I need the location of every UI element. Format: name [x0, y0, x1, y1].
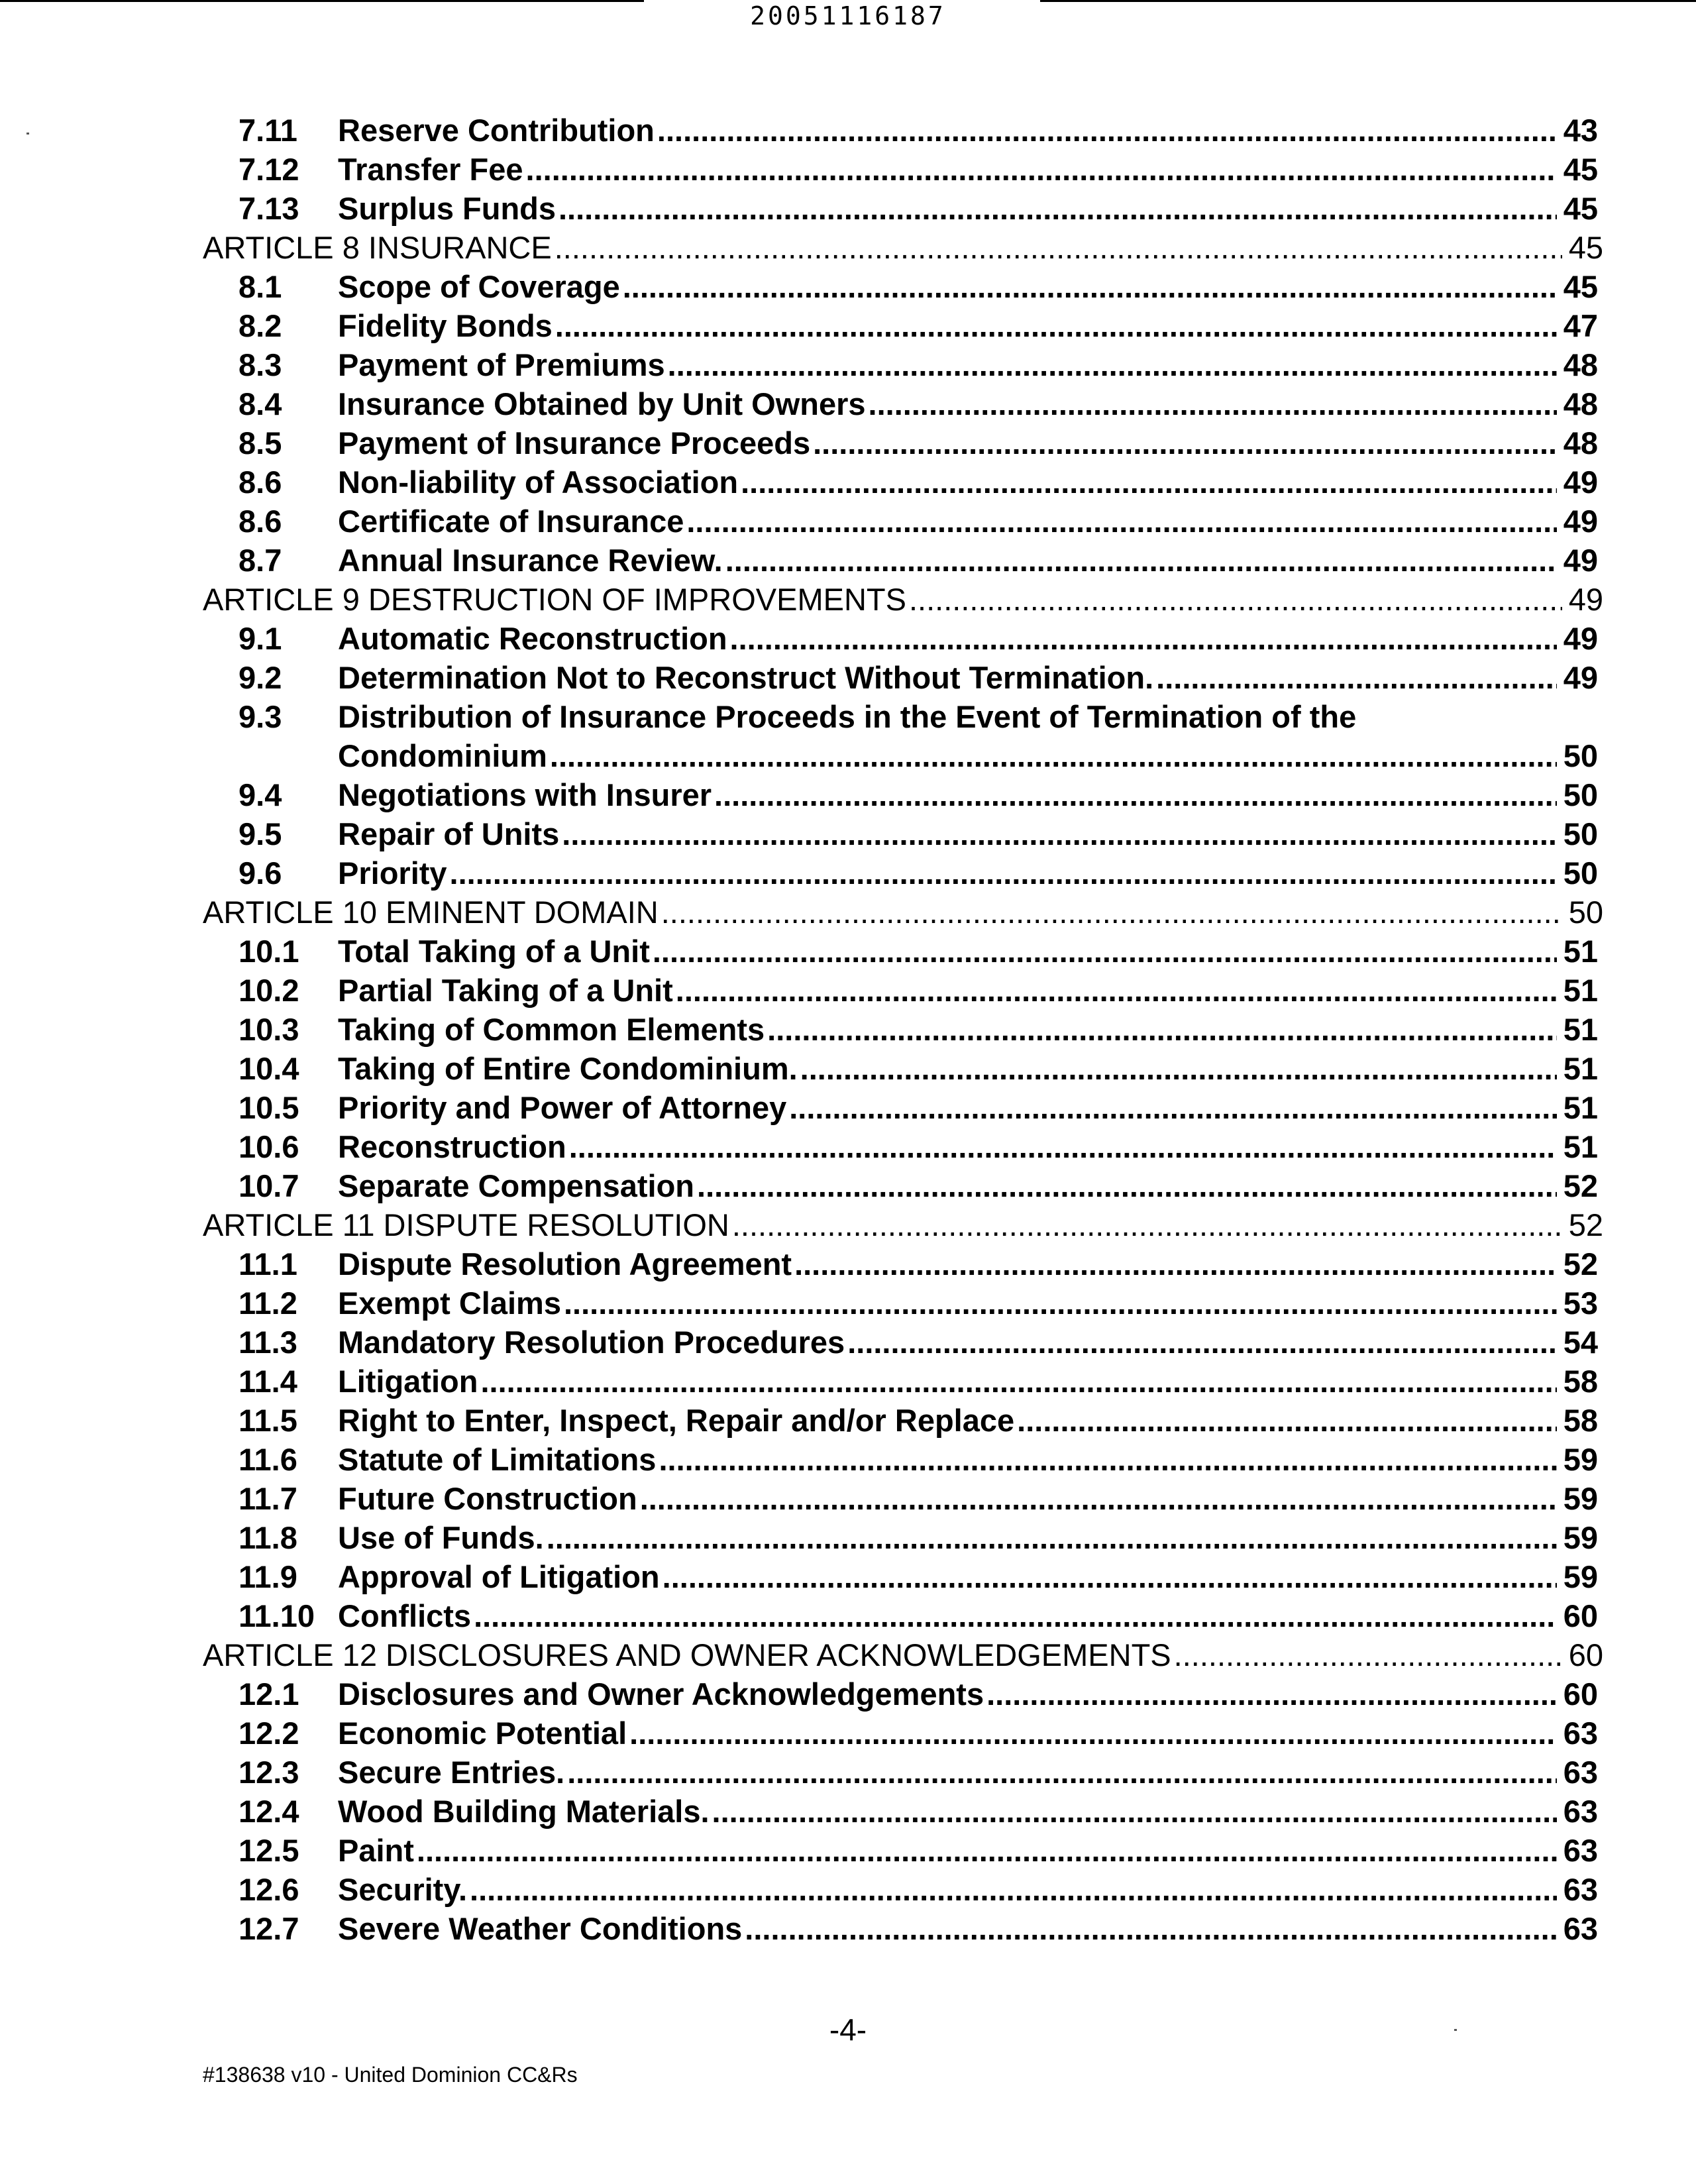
toc-title: Repair of Units [338, 816, 560, 851]
toc-section-row [0, 1870, 1696, 1909]
toc-entry-line [338, 971, 1598, 1010]
toc-section-number: 11.5 [238, 1403, 297, 1438]
toc-entry-line [338, 1596, 1598, 1635]
toc-title: Severe Weather Conditions [338, 1911, 743, 1946]
toc-title: Priority and Power of Attorney [338, 1090, 787, 1125]
toc-section-number: 10.1 [238, 934, 299, 969]
toc-section-number: 11.3 [238, 1325, 297, 1360]
toc-page-number: 53 [1563, 1285, 1598, 1321]
toc-page-number: 59 [1563, 1481, 1598, 1516]
toc-title: Taking of Common Elements [338, 1012, 765, 1047]
toc-entry-line [338, 658, 1598, 697]
toc-section-number: 9.5 [238, 816, 282, 851]
toc-entry-line [338, 619, 1598, 658]
toc-title: Non-liability of Association [338, 464, 739, 500]
toc-section-number: 8.1 [238, 269, 282, 304]
toc-title: Paint [338, 1833, 414, 1868]
dot-leader [526, 150, 1557, 189]
toc-entry-line [338, 384, 1598, 423]
toc-title: Insurance Obtained by Unit Owners [338, 386, 866, 421]
toc-section-row [0, 971, 1696, 1010]
toc-section-number: 12.5 [238, 1833, 299, 1868]
toc-entry-line [338, 1753, 1598, 1792]
toc-page-number: 45 [1563, 269, 1598, 304]
dot-leader [569, 1127, 1557, 1166]
toc-section-row [0, 1479, 1696, 1518]
dot-leader [657, 111, 1557, 150]
toc-article-row [0, 1635, 1696, 1674]
toc-entry-line [338, 189, 1598, 228]
dot-leader [480, 1362, 1557, 1401]
dot-leader [1174, 1635, 1562, 1674]
toc-page-number: 50 [1563, 816, 1598, 851]
toc-title: Fidelity Bonds [338, 308, 553, 343]
toc-page-number: 63 [1563, 1794, 1598, 1829]
toc-section-row [0, 306, 1696, 345]
toc-section-row [0, 1831, 1696, 1870]
toc-section-row [0, 658, 1696, 697]
toc-section-row [0, 814, 1696, 853]
toc-page-number: 51 [1563, 1129, 1598, 1164]
dot-leader [417, 1831, 1557, 1870]
toc-page-number: 59 [1563, 1442, 1598, 1477]
toc-section-number: 11.8 [238, 1520, 297, 1555]
toc-entry-line [338, 150, 1598, 189]
dot-leader [555, 306, 1557, 345]
dot-leader [555, 228, 1562, 267]
toc-page-number: 60 [1568, 1637, 1603, 1672]
toc-title: Negotiations with Insurer [338, 777, 712, 812]
dot-leader [712, 1792, 1557, 1831]
toc-title: Reconstruction [338, 1129, 566, 1164]
toc-title: Determination Not to Reconstruct Without Termination. [338, 660, 1154, 695]
toc-page-number: 45 [1563, 152, 1598, 187]
toc-section-row [0, 345, 1696, 384]
toc-entry-line [203, 1635, 1603, 1674]
dot-leader [1017, 1401, 1557, 1440]
toc-section-number: 12.6 [238, 1872, 299, 1907]
toc-entry-line [338, 502, 1598, 541]
toc-section-number: 12.7 [238, 1911, 299, 1946]
toc-entry-line [338, 1792, 1598, 1831]
toc-section-row [0, 189, 1696, 228]
page-number: -4- [829, 2012, 867, 2047]
toc-entry-line [338, 1049, 1598, 1088]
toc-title: Use of Funds. [338, 1520, 544, 1555]
toc-entry-line [338, 1479, 1598, 1518]
dot-leader [869, 384, 1557, 423]
toc-title: Reserve Contribution [338, 113, 655, 148]
toc-title: Partial Taking of a Unit [338, 973, 673, 1008]
toc-title: ARTICLE 8 INSURANCE [203, 230, 552, 265]
toc-section-row [0, 267, 1696, 306]
toc-title-first-line: Distribution of Insurance Proceeds in the Event of Termination of the [338, 699, 1357, 734]
toc-entry-line [338, 853, 1598, 893]
toc-page-number: 51 [1563, 1051, 1598, 1086]
toc-page-number: 63 [1563, 1911, 1598, 1946]
toc-section-number: 10.3 [238, 1012, 299, 1047]
scan-speck [1454, 2029, 1457, 2031]
toc-entry-line [338, 1557, 1598, 1596]
toc-page-number: 45 [1568, 230, 1603, 265]
toc-section-number: 9.1 [238, 621, 282, 656]
toc-entry-line [338, 1166, 1598, 1205]
toc-title: Payment of Premiums [338, 347, 665, 382]
toc-page-number: 49 [1563, 660, 1598, 695]
toc-page-number: 63 [1563, 1755, 1598, 1790]
toc-entry-line [338, 1401, 1598, 1440]
toc-section-row [0, 463, 1696, 502]
dot-leader [686, 502, 1557, 541]
toc-section-row [0, 1283, 1696, 1323]
toc-section-number: 8.3 [238, 347, 282, 382]
toc-page-number: 49 [1563, 504, 1598, 539]
toc-section-row [0, 1127, 1696, 1166]
toc-section-number: 8.2 [238, 308, 282, 343]
dot-leader [800, 1049, 1557, 1088]
toc-section-row [0, 1244, 1696, 1283]
toc-entry-line [338, 1440, 1598, 1479]
dot-leader [640, 1479, 1557, 1518]
dot-leader [450, 853, 1557, 893]
dot-leader [661, 893, 1562, 932]
toc-entry-line [338, 1244, 1598, 1283]
toc-entry-line [338, 1831, 1598, 1870]
toc-section-number: 9.4 [238, 777, 282, 812]
dot-leader [767, 1010, 1557, 1049]
dot-leader [474, 1596, 1557, 1635]
toc-section-row [0, 1714, 1696, 1753]
toc-page-number: 50 [1563, 738, 1598, 773]
toc-section-row [0, 697, 1696, 775]
toc-entry-line [338, 1362, 1598, 1401]
dot-leader [725, 541, 1557, 580]
toc-page-number: 60 [1563, 1676, 1598, 1712]
toc-page-number: 63 [1563, 1872, 1598, 1907]
toc-section-row [0, 150, 1696, 189]
toc-title: ARTICLE 10 EMINENT DOMAIN [203, 895, 659, 930]
toc-page-number: 50 [1568, 895, 1603, 930]
toc-section-number: 12.2 [238, 1716, 299, 1751]
toc-title: Surplus Funds [338, 191, 556, 226]
toc-title: Certificate of Insurance [338, 504, 684, 539]
toc-title: Taking of Entire Condominium. [338, 1051, 798, 1086]
toc-title: Wood Building Materials. [338, 1794, 710, 1829]
toc-page-number: 50 [1563, 777, 1598, 812]
toc-section-number: 7.11 [238, 113, 297, 148]
toc-entry-line [338, 932, 1598, 971]
toc-section-number: 9.3 [238, 699, 282, 734]
toc-article-row [0, 580, 1696, 619]
toc-page-number: 58 [1563, 1364, 1598, 1399]
toc-title: Conflicts [338, 1598, 472, 1633]
dot-leader [547, 1518, 1557, 1557]
toc-title: Total Taking of a Unit [338, 934, 650, 969]
toc-entry-line [203, 228, 1603, 267]
toc-title: Litigation [338, 1364, 478, 1399]
toc-entry-line [338, 463, 1598, 502]
dot-leader [567, 1753, 1557, 1792]
toc-page-number: 63 [1563, 1716, 1598, 1751]
toc-article-row [0, 1205, 1696, 1244]
toc-entry-line [338, 1674, 1598, 1714]
toc-section-row [0, 1596, 1696, 1635]
toc-title: Scope of Coverage [338, 269, 620, 304]
toc-page-number: 51 [1563, 1090, 1598, 1125]
toc-section-row [0, 423, 1696, 463]
toc-entry-line [203, 1205, 1603, 1244]
dot-leader [741, 463, 1557, 502]
toc-title: Approval of Litigation [338, 1559, 660, 1594]
dot-leader [847, 1323, 1557, 1362]
toc-section-row [0, 619, 1696, 658]
toc-section-number: 10.5 [238, 1090, 299, 1125]
toc-page-number: 52 [1568, 1207, 1603, 1242]
toc-section-number: 8.7 [238, 543, 282, 578]
footer-doc-reference: #138638 v10 - United Dominion CC&Rs [203, 2063, 578, 2087]
toc-section-number: 8.6 [238, 464, 282, 500]
toc-section-row [0, 1401, 1696, 1440]
toc-section-number: 7.13 [238, 191, 299, 226]
toc-entry-line [338, 1870, 1598, 1909]
toc-entry-line [203, 893, 1603, 932]
dot-leader [714, 775, 1557, 814]
toc-section-number: 12.1 [238, 1676, 299, 1712]
dot-leader [745, 1909, 1557, 1948]
toc-section-number: 11.6 [238, 1442, 297, 1477]
toc-section-row [0, 541, 1696, 580]
toc-title: ARTICLE 9 DESTRUCTION OF IMPROVEMENTS [203, 582, 906, 617]
toc-entry-line [338, 267, 1598, 306]
toc-entry-line [203, 580, 1603, 619]
toc-entry-line [338, 1714, 1598, 1753]
toc-section-row [0, 384, 1696, 423]
toc-title: Statute of Limitations [338, 1442, 657, 1477]
dot-leader [1156, 658, 1557, 697]
toc-entry-line [338, 423, 1598, 463]
toc-page-number: 45 [1563, 191, 1598, 226]
toc-section-number: 11.4 [238, 1364, 297, 1399]
dot-leader [697, 1166, 1557, 1205]
toc-title: ARTICLE 12 DISCLOSURES AND OWNER ACKNOWLEDGEMENTS [203, 1637, 1171, 1672]
toc-page-number: 49 [1563, 621, 1598, 656]
dot-leader [986, 1674, 1557, 1714]
dot-leader [676, 971, 1557, 1010]
toc-section-row [0, 1674, 1696, 1714]
toc-title: Payment of Insurance Proceeds [338, 425, 811, 461]
toc-page-number: 54 [1563, 1325, 1598, 1360]
dot-leader [730, 619, 1557, 658]
dot-leader [623, 267, 1557, 306]
toc-entry-line [338, 1283, 1598, 1323]
scan-speck [26, 133, 29, 135]
toc-article-row [0, 228, 1696, 267]
toc-page-number: 58 [1563, 1403, 1598, 1438]
toc-title: Automatic Reconstruction [338, 621, 727, 656]
toc-title: Disclosures and Owner Acknowledgements [338, 1676, 984, 1712]
toc-section-number: 11.1 [238, 1246, 297, 1282]
dot-leader [629, 1714, 1557, 1753]
toc-page-number: 60 [1563, 1598, 1598, 1633]
toc-page-number: 51 [1563, 973, 1598, 1008]
toc-page-number: 59 [1563, 1520, 1598, 1555]
toc-section-row [0, 111, 1696, 150]
toc-page-number: 43 [1563, 113, 1598, 148]
toc-page-number: 48 [1563, 425, 1598, 461]
toc-section-number: 9.6 [238, 855, 282, 891]
toc-section-row [0, 1753, 1696, 1792]
dot-leader [558, 189, 1557, 228]
toc-section-row [0, 1518, 1696, 1557]
dot-leader [813, 423, 1557, 463]
toc-entry-line [338, 541, 1598, 580]
dot-leader [550, 736, 1557, 775]
toc-section-row [0, 1440, 1696, 1479]
dot-leader [794, 1244, 1557, 1283]
dot-leader [662, 1557, 1557, 1596]
toc-section-row [0, 1792, 1696, 1831]
toc-entry-line [338, 1323, 1598, 1362]
toc-title: ARTICLE 11 DISPUTE RESOLUTION [203, 1207, 729, 1242]
toc-section-number: 8.6 [238, 504, 282, 539]
toc-page-number: 49 [1563, 543, 1598, 578]
toc-page-number: 48 [1563, 347, 1598, 382]
toc-section-row [0, 1049, 1696, 1088]
toc-section-row [0, 1010, 1696, 1049]
toc-section-number: 11.10 [238, 1598, 315, 1633]
dot-leader [909, 580, 1562, 619]
toc-title: Exempt Claims [338, 1285, 561, 1321]
toc-section-number: 8.4 [238, 386, 282, 421]
toc-page-number: 51 [1563, 934, 1598, 969]
toc-page-number: 49 [1568, 582, 1603, 617]
toc-title: Security. [338, 1872, 468, 1907]
toc-section-row [0, 775, 1696, 814]
dot-leader [732, 1205, 1562, 1244]
toc-section-row [0, 932, 1696, 971]
toc-entry-line [338, 1088, 1598, 1127]
toc-section-number: 10.6 [238, 1129, 299, 1164]
toc-entry-line [338, 1010, 1598, 1049]
toc-section-number: 10.4 [238, 1051, 299, 1086]
toc-section-number: 10.2 [238, 973, 299, 1008]
toc-section-row [0, 1362, 1696, 1401]
toc-title: Condominium [338, 738, 547, 773]
document-number: 20051116187 [750, 1, 946, 30]
toc-title: Dispute Resolution Agreement [338, 1246, 792, 1282]
toc-section-number: 12.4 [238, 1794, 299, 1829]
toc-title: Priority [338, 855, 447, 891]
toc-title: Right to Enter, Inspect, Repair and/or Replace [338, 1403, 1015, 1438]
toc-entry-line [338, 1909, 1598, 1948]
toc-section-number: 10.7 [238, 1168, 299, 1203]
toc-section-row [0, 1166, 1696, 1205]
toc-entry-line [338, 1518, 1598, 1557]
toc-entry-line [338, 306, 1598, 345]
toc-title: Separate Compensation [338, 1168, 695, 1203]
toc-section-row [0, 1323, 1696, 1362]
dot-leader [564, 1283, 1557, 1323]
toc-entry-line [338, 111, 1598, 150]
toc-section-row [0, 502, 1696, 541]
toc-title: Economic Potential [338, 1716, 627, 1751]
toc-entry-line [338, 1127, 1598, 1166]
toc-page-number: 50 [1563, 855, 1598, 891]
toc-section-row [0, 1557, 1696, 1596]
table-of-contents [0, 111, 1696, 1948]
toc-section-number: 8.5 [238, 425, 282, 461]
toc-entry-line [338, 736, 1598, 775]
toc-section-number: 9.2 [238, 660, 282, 695]
dot-leader [789, 1088, 1557, 1127]
toc-page-number: 52 [1563, 1168, 1598, 1203]
toc-page-number: 63 [1563, 1833, 1598, 1868]
dot-leader [659, 1440, 1557, 1479]
toc-page-number: 52 [1563, 1246, 1598, 1282]
toc-section-number: 12.3 [238, 1755, 299, 1790]
dot-leader [562, 814, 1557, 853]
toc-article-row [0, 893, 1696, 932]
dot-leader [470, 1870, 1557, 1909]
toc-page-number: 48 [1563, 386, 1598, 421]
toc-section-row [0, 1909, 1696, 1948]
toc-title: Mandatory Resolution Procedures [338, 1325, 845, 1360]
toc-page-number: 49 [1563, 464, 1598, 500]
dot-leader [668, 345, 1557, 384]
toc-page-number: 51 [1563, 1012, 1598, 1047]
toc-section-number: 11.7 [238, 1481, 297, 1516]
toc-page-number: 59 [1563, 1559, 1598, 1594]
toc-section-number: 11.9 [238, 1559, 297, 1594]
toc-title: Secure Entries. [338, 1755, 565, 1790]
toc-title: Future Construction [338, 1481, 637, 1516]
toc-entry-line [338, 775, 1598, 814]
toc-title: Annual Insurance Review. [338, 543, 723, 578]
toc-section-row [0, 1088, 1696, 1127]
dot-leader [653, 932, 1557, 971]
toc-section-row [0, 853, 1696, 893]
toc-entry-line [338, 814, 1598, 853]
toc-entry-line [338, 345, 1598, 384]
toc-page-number: 47 [1563, 308, 1598, 343]
toc-section-number: 11.2 [238, 1285, 297, 1321]
toc-section-number: 7.12 [238, 152, 299, 187]
toc-title: Transfer Fee [338, 152, 523, 187]
